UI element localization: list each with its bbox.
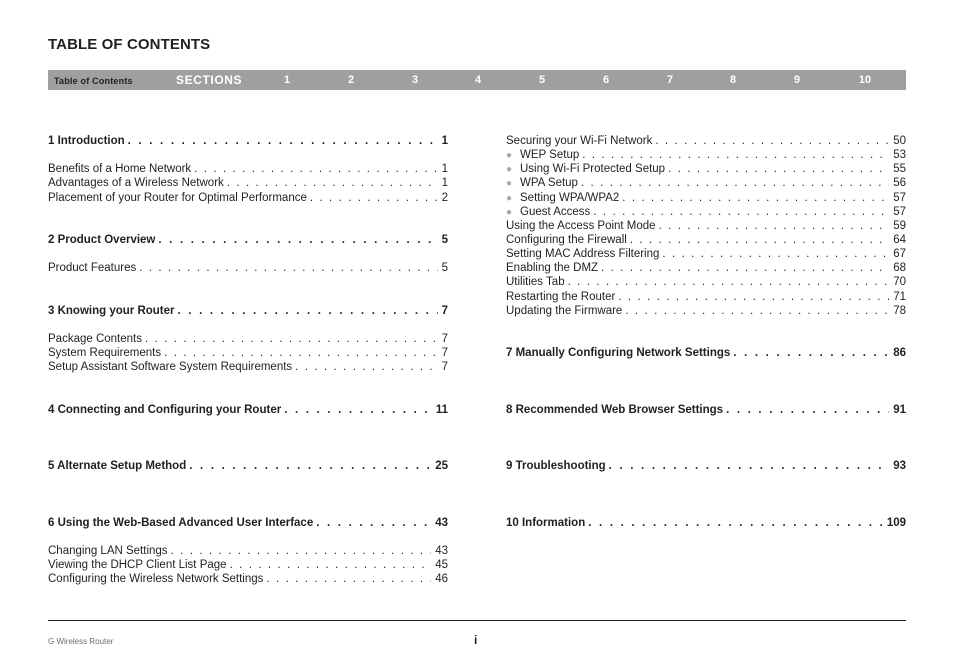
nav-section-3[interactable]: 3 (411, 74, 419, 86)
toc-entry[interactable] (506, 205, 906, 220)
toc-entry-page: 45 (435, 559, 448, 571)
bullet-icon: ● (506, 207, 513, 218)
dot-leader (726, 403, 889, 417)
dot-leader (128, 134, 438, 148)
toc-entry-page: 2 (441, 192, 448, 204)
dot-leader (593, 205, 889, 219)
dot-leader (618, 290, 889, 304)
dot-leader (284, 403, 432, 417)
toc-entry-label: Guest Access (520, 206, 591, 218)
toc-entry-label: Changing LAN Settings (48, 545, 168, 557)
toc-entry-page: 7 (441, 361, 448, 373)
dot-leader (582, 148, 889, 162)
toc-entry-page: 55 (893, 163, 906, 175)
toc-entry[interactable] (48, 304, 448, 318)
dot-leader (668, 162, 889, 176)
toc-entry[interactable] (506, 162, 906, 177)
footer-product-name: G Wireless Router (48, 637, 114, 646)
toc-entry-label: Product Features (48, 262, 137, 274)
toc-entry-page: 93 (893, 460, 906, 472)
dot-leader (588, 516, 883, 530)
toc-entry-page: 7 (441, 333, 448, 345)
dot-leader (625, 304, 889, 318)
page-title: TABLE OF CONTENTS (48, 36, 211, 53)
toc-entry[interactable] (506, 176, 906, 191)
toc-entry-page: 50 (893, 135, 906, 147)
toc-entry-page: 5 (441, 234, 448, 246)
bullet-icon: ● (506, 178, 513, 189)
toc-entry-page: 1 (441, 163, 448, 175)
toc-entry[interactable] (48, 233, 448, 247)
toc-entry-label: 1 Introduction (48, 135, 125, 147)
toc-entry-page: 91 (893, 404, 906, 416)
nav-section-5[interactable]: 5 (538, 74, 546, 86)
dot-leader (655, 134, 889, 148)
toc-entry-label: Restarting the Router (506, 291, 616, 303)
dot-leader (662, 247, 889, 261)
nav-section-4[interactable]: 4 (474, 74, 482, 86)
toc-entry-label: WPA Setup (520, 177, 578, 189)
toc-entry-page: 53 (893, 149, 906, 161)
toc-entry-page: 59 (893, 220, 906, 232)
nav-section-8[interactable]: 8 (729, 74, 737, 86)
dot-leader (622, 191, 889, 205)
nav-section-2[interactable]: 2 (347, 74, 355, 86)
toc-entry-page: 86 (893, 347, 906, 359)
toc-entry-page: 1 (441, 177, 448, 189)
dot-leader (178, 304, 438, 318)
toc-entry-page: 70 (893, 276, 906, 288)
toc-entry[interactable] (506, 134, 906, 148)
dot-leader (189, 459, 431, 473)
toc-entry-page: 56 (893, 177, 906, 189)
toc-entry-page: 5 (441, 262, 448, 274)
toc-entry[interactable] (48, 346, 448, 360)
toc-entry[interactable] (506, 516, 906, 530)
toc-entry-page: 68 (893, 262, 906, 274)
toc-entry[interactable] (506, 275, 906, 289)
toc-entry-page: 57 (893, 192, 906, 204)
toc-entry[interactable] (506, 191, 906, 206)
dot-leader (310, 191, 438, 205)
toc-entry[interactable] (48, 191, 448, 205)
toc-entry[interactable] (506, 290, 906, 304)
toc-entry-page: 11 (435, 404, 448, 416)
dot-leader (630, 233, 889, 247)
toc-entry[interactable] (506, 148, 906, 163)
toc-entry-label: Advantages of a Wireless Network (48, 177, 224, 189)
toc-entry-label: 5 Alternate Setup Method (48, 460, 187, 472)
toc-entry-label: 6 Using the Web-Based Advanced User Interface (48, 517, 314, 529)
nav-section-9[interactable]: 9 (793, 74, 801, 86)
toc-entry[interactable] (48, 516, 448, 530)
toc-entry-label: 9 Troubleshooting (506, 460, 606, 472)
toc-entry-page: 46 (435, 573, 448, 585)
nav-section-6[interactable]: 6 (602, 74, 610, 86)
toc-entry-page: 71 (893, 291, 906, 303)
toc-entry-label: 7 Manually Configuring Network Settings (506, 347, 731, 359)
toc-entry-page: 7 (441, 305, 448, 317)
toc-entry[interactable] (48, 134, 448, 148)
toc-entry[interactable] (48, 544, 448, 558)
toc-entry[interactable] (506, 219, 906, 233)
dot-leader (609, 459, 890, 473)
toc-entry-page: 109 (886, 517, 906, 529)
toc-entry-label: Benefits of a Home Network (48, 163, 192, 175)
toc-entry-page: 64 (893, 234, 906, 246)
bullet-icon: ● (506, 164, 513, 175)
toc-entry-page: 67 (893, 248, 906, 260)
dot-leader (601, 261, 889, 275)
toc-entry[interactable] (506, 346, 906, 360)
toc-entry[interactable] (48, 558, 448, 572)
dot-leader (164, 346, 437, 360)
dot-leader (194, 162, 437, 176)
nav-section-10[interactable]: 10 (858, 74, 872, 86)
dot-leader (158, 233, 437, 247)
toc-entry-label: Placement of your Router for Optimal Performance (48, 192, 307, 204)
toc-entry-label: Updating the Firmware (506, 305, 623, 317)
toc-entry-label: Utilities Tab (506, 276, 565, 288)
dot-leader (733, 346, 889, 360)
toc-entry-label: Using Wi-Fi Protected Setup (520, 163, 666, 175)
toc-entry-label: WEP Setup (520, 149, 580, 161)
toc-entry[interactable] (48, 360, 448, 374)
toc-entry[interactable] (48, 162, 448, 176)
dot-leader (295, 360, 437, 374)
dot-leader (568, 275, 890, 289)
dot-leader (227, 176, 438, 190)
toc-entry-page: 43 (435, 545, 448, 557)
toc-entry[interactable] (48, 459, 448, 473)
toc-entry[interactable] (506, 459, 906, 473)
toc-entry[interactable] (48, 176, 448, 190)
toc-entry[interactable] (48, 572, 448, 586)
nav-sections-label: SECTIONS (176, 73, 243, 87)
toc-entry-label: 10 Information (506, 517, 586, 529)
toc-entry-label: 8 Recommended Web Browser Settings (506, 404, 724, 416)
toc-entry-label: Package Contents (48, 333, 142, 345)
toc-entry-label: Using the Access Point Mode (506, 220, 656, 232)
footer-divider (48, 620, 906, 621)
toc-entry-label: 2 Product Overview (48, 234, 156, 246)
dot-leader (659, 219, 890, 233)
toc-entry[interactable] (506, 261, 906, 275)
toc-entry-label: Setting WPA/WPA2 (520, 192, 620, 204)
toc-entry-label: 3 Knowing your Router (48, 305, 175, 317)
dot-leader (581, 176, 889, 190)
section-nav-bar (48, 70, 906, 90)
dot-leader (171, 544, 432, 558)
dot-leader (230, 558, 432, 572)
toc-entry-label: Setting MAC Address Filtering (506, 248, 660, 260)
toc-entry-page: 7 (441, 347, 448, 359)
toc-entry-label: Setup Assistant Software System Requirements (48, 361, 293, 373)
dot-leader (266, 572, 431, 586)
toc-entry[interactable] (506, 247, 906, 261)
bullet-icon: ● (506, 193, 513, 204)
toc-entry[interactable] (506, 304, 906, 318)
toc-entry[interactable] (506, 403, 906, 417)
dot-leader (139, 261, 437, 275)
toc-entry-label: Viewing the DHCP Client List Page (48, 559, 227, 571)
footer-page-number: i (474, 633, 478, 647)
toc-entry[interactable] (48, 261, 448, 275)
toc-entry-label: Securing your Wi-Fi Network (506, 135, 653, 147)
bullet-icon: ● (506, 150, 513, 161)
toc-entry-label: Enabling the DMZ (506, 262, 599, 274)
toc-entry-page: 25 (435, 460, 448, 472)
toc-entry[interactable] (48, 332, 448, 346)
dot-leader (145, 332, 438, 346)
toc-entry[interactable] (48, 403, 448, 417)
toc-entry-page: 78 (893, 305, 906, 317)
toc-entry-page: 57 (893, 206, 906, 218)
toc-entry-page: 1 (441, 135, 448, 147)
nav-section-7[interactable]: 7 (666, 74, 674, 86)
nav-toc-label[interactable]: Table of Contents (54, 76, 133, 86)
dot-leader (316, 516, 431, 530)
toc-entry-label: Configuring the Wireless Network Settings (48, 573, 264, 585)
toc-entry-label: Configuring the Firewall (506, 234, 627, 246)
nav-section-1[interactable]: 1 (283, 74, 291, 86)
toc-entry-label: System Requirements (48, 347, 162, 359)
toc-entry-page: 43 (435, 517, 448, 529)
toc-entry[interactable] (506, 233, 906, 247)
toc-entry-label: 4 Connecting and Configuring your Router (48, 404, 282, 416)
